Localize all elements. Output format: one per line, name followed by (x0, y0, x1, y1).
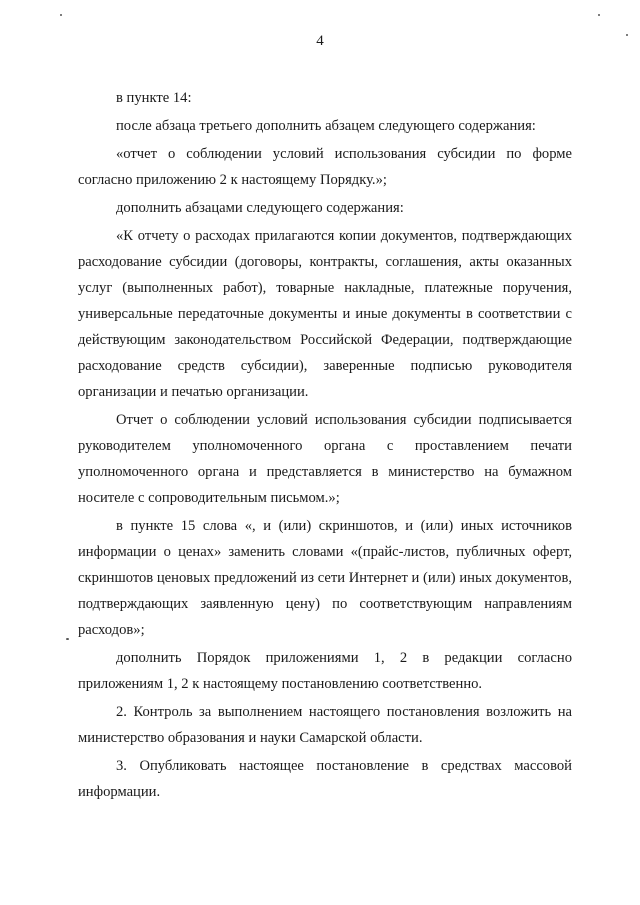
paragraph: в пункте 14: (116, 90, 192, 106)
paragraph: 3. Опубликовать настоящее постановление в средствах массовой информации. (78, 758, 572, 800)
paragraph: 2. Контроль за выполнением настоящего постановления возложить на министерство образования и науки Самарской области. (78, 704, 572, 746)
scan-speck (626, 34, 628, 36)
document-body (78, 85, 572, 805)
page-number: 4 (316, 33, 324, 49)
paragraph: в пункте 15 слова «, и (или) скриншотов, и (или) иных источников информации о ценах» заменить словами «(прайс-листов, публичных оферт, скриншотов ценовых предложений из сети Интернет и (или) иных документов, подтверждающих заявленную цену) по соответствующим направлениям расходов»; (78, 518, 572, 638)
paragraph: «отчет о соблюдении условий использования субсидии по форме согласно приложению 2 к настоящему Порядку.»; (78, 146, 572, 188)
paragraph: после абзаца третьего дополнить абзацем следующего содержания: (116, 118, 536, 134)
paragraph: дополнить Порядок приложениями 1, 2 в редакции согласно приложениям 1, 2 к настоящему постановлению соответственно. (78, 650, 572, 692)
scan-speck (66, 638, 69, 640)
scan-speck (60, 14, 62, 16)
paragraph: дополнить абзацами следующего содержания: (116, 200, 404, 216)
paragraph: Отчет о соблюдении условий использования субсидии подписывается руководителем уполномоченного органа с проставлением печати уполномоченного органа и представляется в министерство на бумажном носителе с сопроводительным письмом.»; (78, 412, 572, 506)
scan-speck (598, 14, 600, 16)
paragraph: «К отчету о расходах прилагаются копии документов, подтверждающих расходование субсидии (договоры, контракты, соглашения, акты оказанных услуг (выполненных работ), товарные накладные, платежные поручения, универсальные передаточные документы и иные документы в соответствии с действующим законодательством Российской Федерации, подтверждающие расходование средств субсидии), заверенные подписью руководителя организации и печатью организации. (78, 228, 572, 400)
